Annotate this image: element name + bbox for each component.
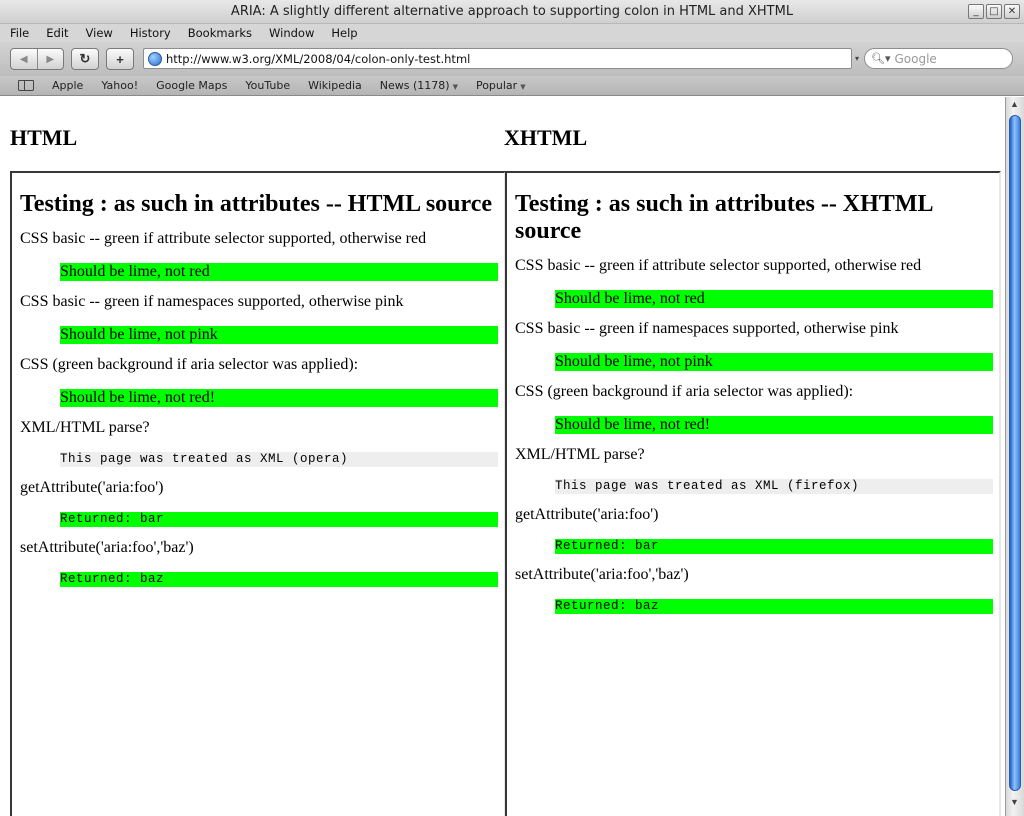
test-result: Returned: bar xyxy=(555,539,993,554)
forward-icon: ▶ xyxy=(46,53,55,65)
reload-button[interactable] xyxy=(71,48,99,70)
scroll-up-icon[interactable]: ▲ xyxy=(1010,99,1019,109)
test-label: CSS basic -- green if attribute selector supported, otherwise red xyxy=(20,230,427,247)
address-bar[interactable] xyxy=(143,48,852,69)
page-content xyxy=(0,97,1005,816)
search-placeholder: Google xyxy=(894,51,937,66)
html-heading: HTML xyxy=(10,125,78,150)
scroll-down-icon[interactable]: ▼ xyxy=(1010,797,1019,807)
bookmark-wikipedia[interactable]: Wikipedia xyxy=(308,79,362,92)
forward-button[interactable] xyxy=(38,49,64,69)
address-dropdown-icon[interactable]: ▾ xyxy=(855,54,860,63)
test-result: Returned: bar xyxy=(60,512,498,527)
test-label: XML/HTML parse? xyxy=(20,419,150,436)
bookmarks-bar xyxy=(0,76,1024,96)
test-label: CSS (green background if aria selector was applied): xyxy=(20,356,359,373)
xhtml-heading: XHTML xyxy=(504,125,588,150)
test-label: CSS basic -- green if namespaces supported, otherwise pink xyxy=(20,293,404,310)
maximize-button[interactable]: □ xyxy=(986,4,1002,19)
window-controls xyxy=(968,4,1020,19)
test-label: getAttribute('aria:foo') xyxy=(515,506,659,523)
search-icon: 🔍︎▾ xyxy=(871,52,891,65)
test-result: Should be lime, not red xyxy=(555,290,993,308)
menu-window[interactable]: Window xyxy=(269,26,315,40)
bookmark-yahoo[interactable]: Yahoo! xyxy=(101,79,139,92)
chevron-down-icon: ▼ xyxy=(452,83,458,91)
test-result: Returned: baz xyxy=(60,572,498,587)
history-nav xyxy=(10,48,64,70)
bookmark-apple[interactable]: Apple xyxy=(52,79,84,92)
address-url: http://www.w3.org/XML/2008/04/colon-only-test.html xyxy=(166,51,471,66)
test-label: CSS basic -- green if namespaces supported, otherwise pink xyxy=(515,320,899,337)
menu-help[interactable]: Help xyxy=(331,26,358,40)
menu-view[interactable]: View xyxy=(85,26,113,40)
book-icon[interactable] xyxy=(18,80,34,91)
test-result: Should be lime, not red xyxy=(60,263,498,281)
add-bookmark-button[interactable] xyxy=(106,48,134,70)
vertical-scrollbar[interactable] xyxy=(1005,97,1024,816)
menu-bookmarks[interactable]: Bookmarks xyxy=(187,26,252,40)
test-result: Should be lime, not pink xyxy=(60,326,498,344)
xhtml-frame xyxy=(505,171,1001,816)
test-result: This page was treated as XML (opera) xyxy=(60,452,498,467)
test-label: setAttribute('aria:foo','baz') xyxy=(515,566,689,583)
test-result: Should be lime, not red! xyxy=(60,389,498,407)
title-bar xyxy=(0,0,1024,24)
test-label: XML/HTML parse? xyxy=(515,446,645,463)
minimize-button[interactable]: _ xyxy=(968,4,984,19)
menu-edit[interactable]: Edit xyxy=(46,26,69,40)
xhtml-frame-title: Testing : as such in attributes -- XHTML source xyxy=(515,191,933,244)
bookmark-news-label: News (1178) xyxy=(379,79,450,92)
back-icon: ◀ xyxy=(19,53,28,65)
globe-icon xyxy=(148,52,162,66)
menu-bar xyxy=(0,24,1024,42)
back-button[interactable] xyxy=(11,49,38,69)
test-label: getAttribute('aria:foo') xyxy=(20,479,164,496)
bookmark-popular-label: Popular xyxy=(475,79,518,92)
html-frame xyxy=(10,171,506,816)
test-label: CSS basic -- green if attribute selector supported, otherwise red xyxy=(515,257,922,274)
test-result: Should be lime, not red! xyxy=(555,416,993,434)
test-result: Returned: baz xyxy=(555,599,993,614)
bookmark-google-maps[interactable]: Google Maps xyxy=(156,79,228,92)
html-frame-title: Testing : as such in attributes -- HTML source xyxy=(20,191,493,217)
bookmark-news[interactable] xyxy=(380,79,458,92)
scrollbar-thumb[interactable] xyxy=(1009,115,1021,791)
test-label: setAttribute('aria:foo','baz') xyxy=(20,539,194,556)
test-result: This page was treated as XML (firefox) xyxy=(555,479,993,494)
menu-history[interactable]: History xyxy=(129,26,171,40)
bookmark-popular[interactable] xyxy=(476,79,526,92)
menu-file[interactable]: File xyxy=(10,26,30,40)
reload-icon: ↻ xyxy=(79,51,91,66)
bookmark-youtube[interactable]: YouTube xyxy=(245,79,291,92)
window-title: ARIA: A slightly different alternative approach to supporting colon in HTML and XHTML xyxy=(230,4,794,19)
chevron-down-icon: ▼ xyxy=(520,83,526,91)
test-result: Should be lime, not pink xyxy=(555,353,993,371)
search-input[interactable] xyxy=(864,48,1013,69)
plus-icon: + xyxy=(116,51,124,67)
close-button[interactable]: ✕ xyxy=(1004,4,1020,19)
test-label: CSS (green background if aria selector was applied): xyxy=(515,383,854,400)
